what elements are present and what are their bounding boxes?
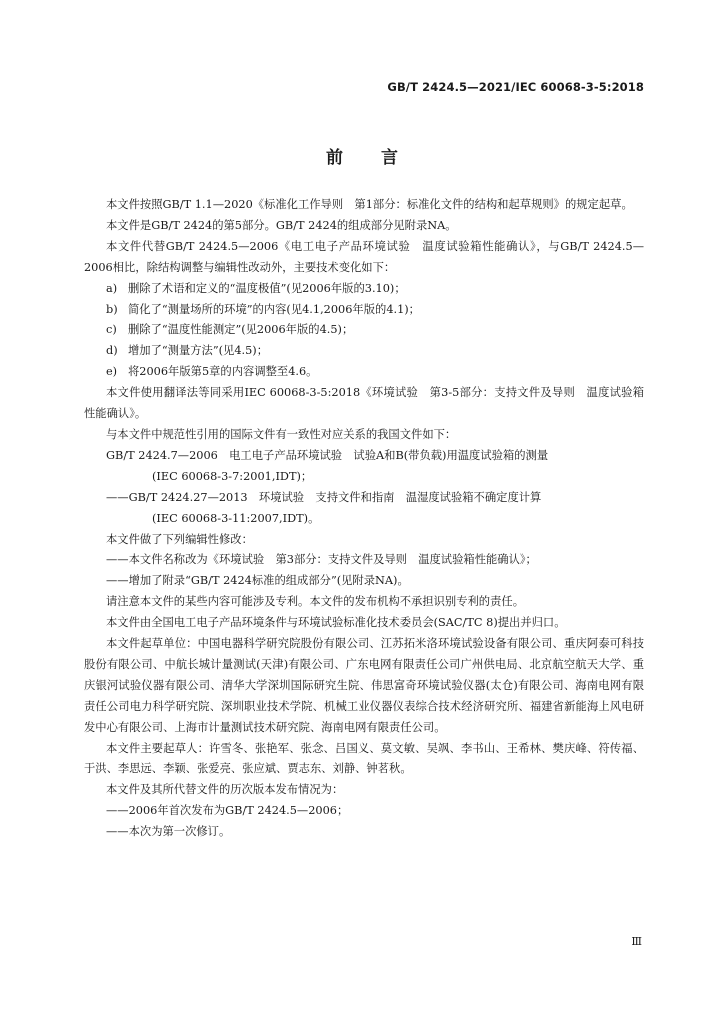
page-number: Ⅲ	[631, 935, 642, 948]
paragraph-equivalence: 本文件使用翻译法等同采用IEC 60068-3-5:2018《环境试验 第3-5部分：支持文件及导则 温度试验箱性能确认》。	[84, 386, 644, 421]
list-item-label: e)	[106, 365, 118, 379]
list-item	[106, 279, 644, 300]
edit-item: ——本文件名称改为《环境试验 第3部分：支持文件及导则 温度试验箱性能确认》；	[106, 553, 537, 567]
changes-list	[84, 279, 644, 384]
list-item-text: 简化了“测量场所的环境”的内容(见4.1,2006年版的4.1)；	[128, 302, 420, 316]
list-item	[106, 320, 644, 341]
list-item-label: a)	[106, 281, 118, 295]
list-item-label: c)	[106, 323, 117, 337]
paragraph-drafters: 本文件主要起草人：许雪冬、张艳军、张念、吕国义、莫文敏、吴飒、李书山、王希林、樊庆峰、符传福、于洪、李思远、李颖、张爱亮、张应斌、贾志东、刘静、钟茗秋。	[84, 741, 644, 776]
list-item	[106, 341, 644, 362]
national-doc-line: GB/T 2424.7—2006 电工电子产品环境试验 试验A和B(带负载)用温度试验箱的测量	[106, 448, 549, 462]
list-item-text: 增加了“测量方法”(见4.5)；	[128, 344, 269, 358]
page-title: 前言	[326, 148, 436, 168]
paragraph-history-intro: 本文件及其所代替文件的历次版本发布情况为：	[106, 783, 344, 797]
list-item-text: 删除了“温度性能测定”(见2006年版的4.5)；	[128, 323, 354, 337]
national-doc-line: ——GB/T 2424.27—2013 环境试验 支持文件和指南 温湿度试验箱不确定度计算	[106, 490, 542, 504]
national-doc-continuation: (IEC 60068-3-11:2007,IDT)。	[152, 511, 320, 525]
list-item-label: b)	[106, 302, 118, 316]
document-body	[84, 195, 644, 843]
paragraph-replaces: 本文件代替GB/T 2424.5—2006《电工电子产品环境试验 温度试验箱性能确认》，与GB/T 2424.5—2006相比，除结构调整与编辑性改动外，主要技术变化如下：	[84, 239, 644, 274]
paragraph-part-info: 本文件是GB/T 2424的第5部分。GB/T 2424的组成部分见附录NA。	[106, 218, 457, 232]
list-item-label: d)	[106, 344, 118, 358]
paragraph-national-intro: 与本文件中规范性引用的国际文件有一致性对应关系的我国文件如下：	[106, 427, 457, 441]
standard-code-header: GB/T 2424.5—2021/IEC 60068-3-5:2018	[387, 80, 644, 94]
history-item: ——本次为第一次修订。	[106, 825, 231, 839]
paragraph-proposer: 本文件由全国电工电子产品环境条件与环境试验标准化技术委员会(SAC/TC 8)提出并归口。	[106, 616, 566, 630]
list-item	[106, 362, 644, 383]
paragraph-drafting-units: 本文件起草单位：中国电器科学研究院股份有限公司、江苏拓米洛环境试验设备有限公司、重庆阿泰可科技股份有限公司、中航长城计量测试(天津)有限公司、广东电网有限责任公司广州供电局、北京航空航天大学、重庆银河试验仪器有限公司、清华大学深圳国际研究生院、伟思富奇环境试验仪器(太仓)有限公司、海南电网有限责任公司电力科学研究院、深圳职业技术学院、机械工业仪器仪表综合技术经济研究所、福建省新能海上风电研发中心有限公司、上海市计量测试技术研究院、海南电网有限责任公司。	[84, 637, 644, 734]
list-item-text: 删除了术语和定义的“温度极值”(见2006年版的3.10)；	[128, 281, 406, 295]
history-item: ——2006年首次发布为GB/T 2424.5—2006；	[106, 804, 349, 818]
national-doc-continuation: (IEC 60068-3-7:2001,IDT)；	[152, 469, 313, 483]
national-doc-item	[84, 488, 644, 530]
national-doc-item	[84, 446, 644, 488]
paragraph-patent-note: 请注意本文件的某些内容可能涉及专利。本文件的发布机构不承担识别专利的责任。	[106, 595, 524, 609]
edit-item: ——增加了附录“GB/T 2424标准的组成部分”(见附录NA)。	[106, 574, 409, 588]
list-item	[106, 300, 644, 321]
paragraph-edit-intro: 本文件做了下列编辑性修改：	[106, 532, 253, 546]
paragraph-drafting-rules: 本文件按照GB/T 1.1—2020《标准化工作导则 第1部分：标准化文件的结构和起草规则》的规定起草。	[106, 198, 633, 211]
list-item-text: 将2006年版第5章的内容调整至4.6。	[128, 365, 318, 379]
